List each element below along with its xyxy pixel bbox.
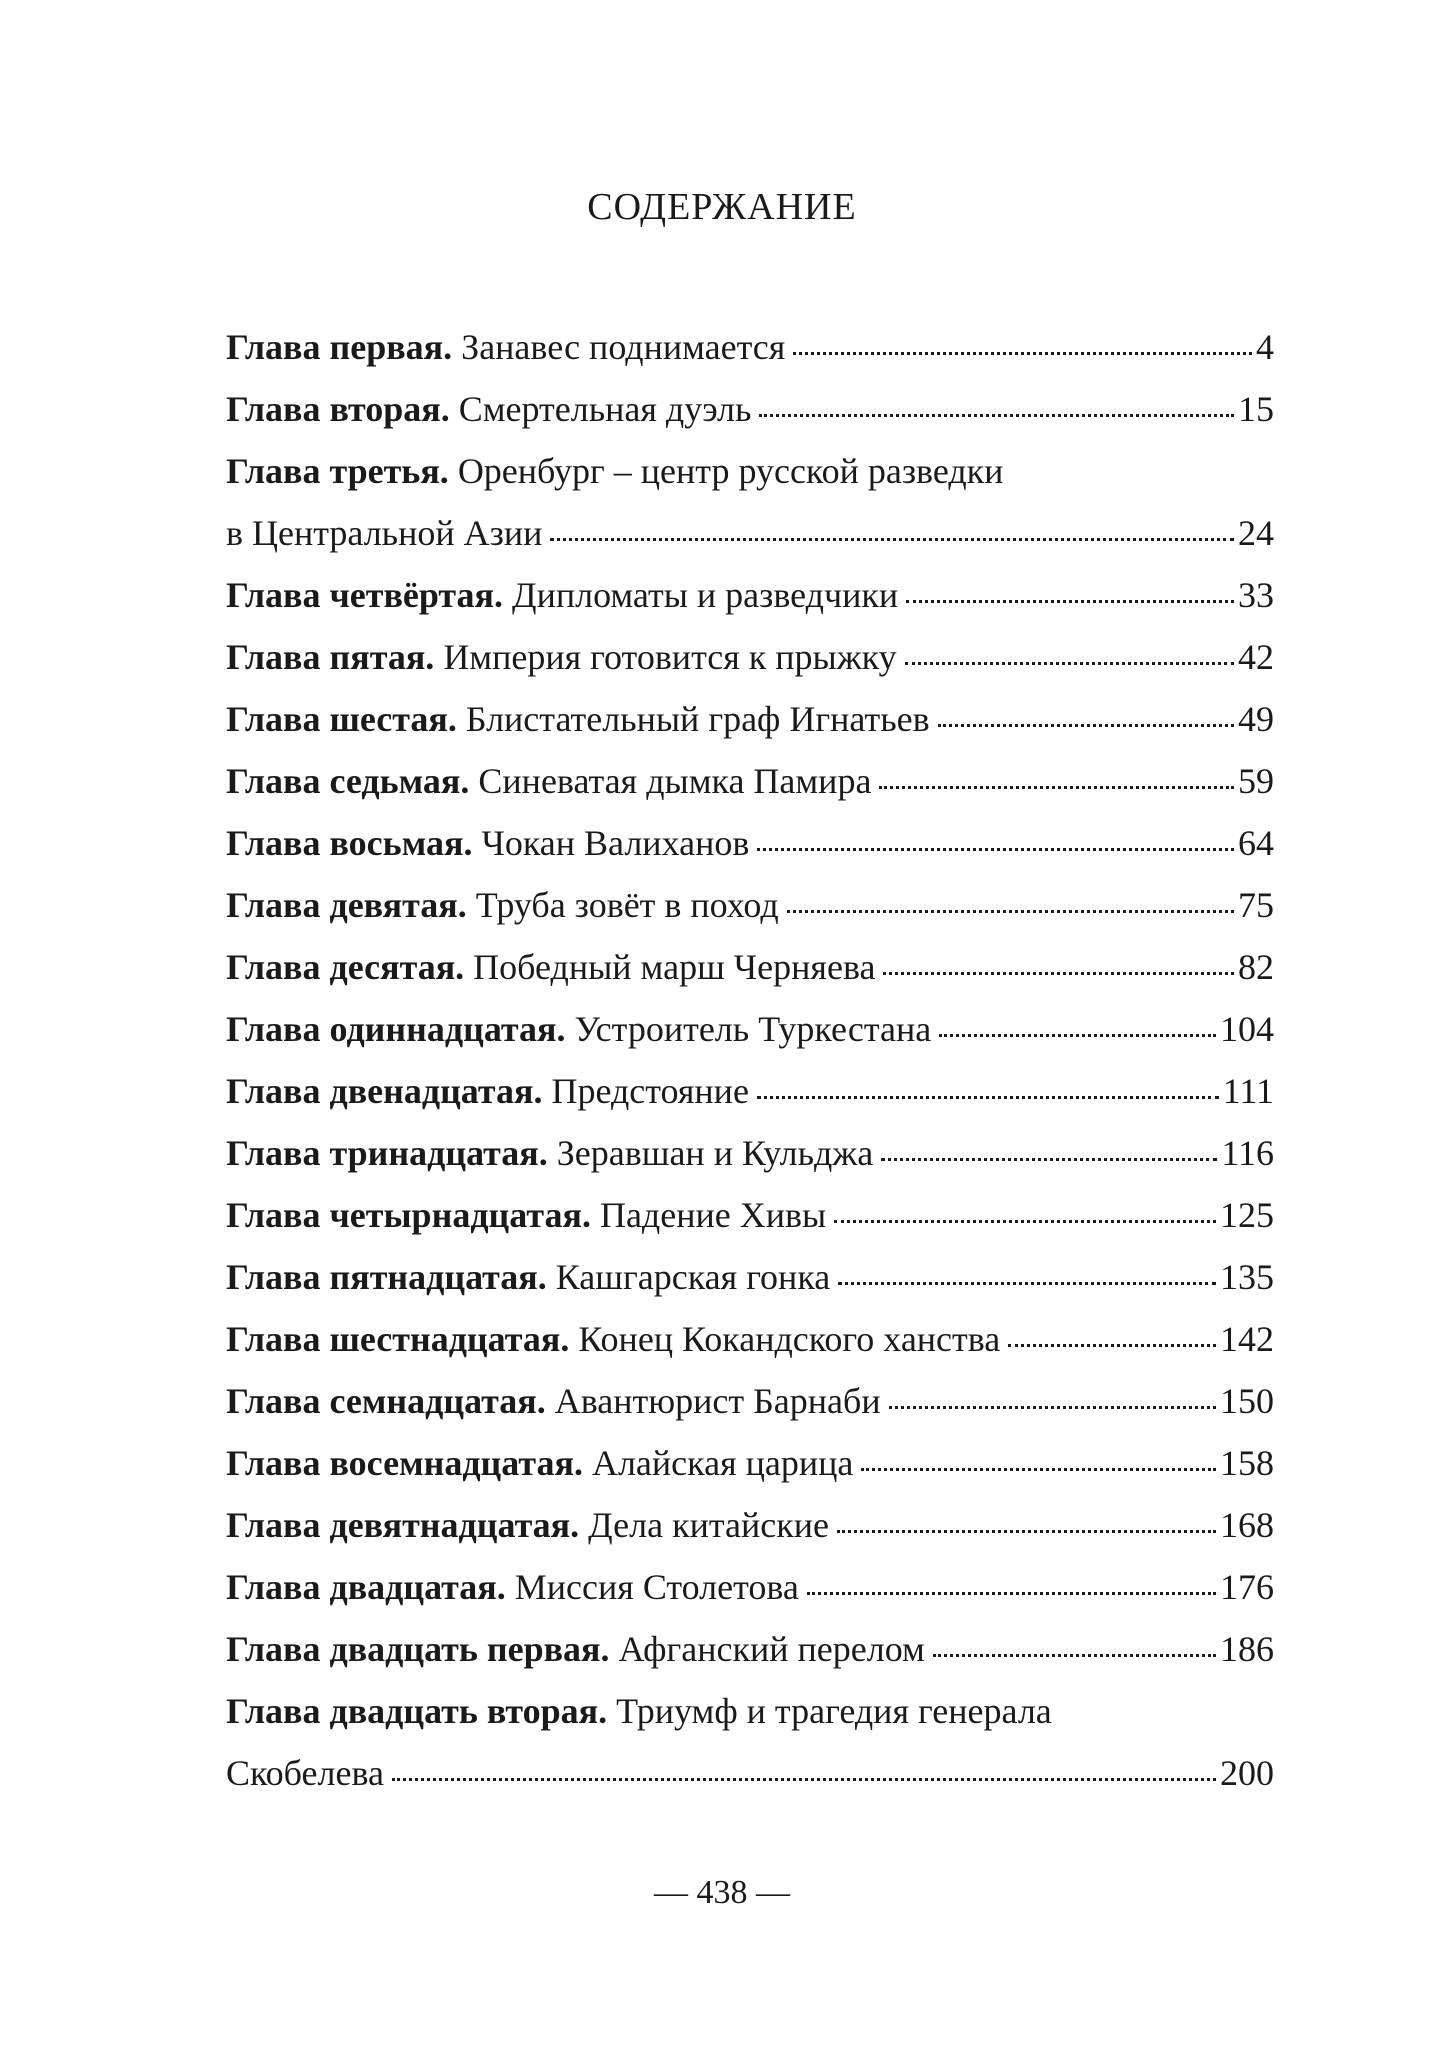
chapter-number: Глава двадцать вторая. — [226, 1691, 608, 1731]
dot-leader — [757, 848, 1234, 851]
dot-leader — [787, 910, 1234, 913]
dot-leader — [807, 1592, 1216, 1595]
toc-entry — [226, 1060, 1274, 1122]
toc-entry — [226, 564, 1274, 626]
dot-leader — [879, 786, 1234, 789]
chapter-number: Глава семнадцатая. — [226, 1381, 546, 1421]
toc-entry — [226, 688, 1274, 750]
toc-entry — [226, 1122, 1274, 1184]
page-reference: 111 — [1222, 1071, 1274, 1111]
chapter-title: Синеватая дымка Памира — [478, 761, 872, 801]
page-reference: 4 — [1256, 327, 1274, 367]
chapter-title: Зеравшан и Кульджа — [556, 1133, 874, 1173]
toc-entry — [226, 1680, 1274, 1742]
dot-leader — [759, 414, 1234, 417]
page-reference: 33 — [1238, 575, 1274, 615]
toc-entry — [226, 1618, 1274, 1680]
dot-leader — [837, 1530, 1216, 1533]
page-title: СОДЕРЖАНИЕ — [587, 186, 857, 228]
chapter-title: Дипломаты и разведчики — [512, 575, 899, 615]
dot-leader — [392, 1778, 1216, 1781]
toc-entry — [226, 1494, 1274, 1556]
toc-entry — [226, 998, 1274, 1060]
chapter-title: Кашгарская гонка — [555, 1257, 831, 1297]
chapter-number: Глава двадцать первая. — [226, 1629, 610, 1669]
chapter-number: Глава шестая. — [226, 699, 457, 739]
page-reference: 158 — [1220, 1443, 1274, 1483]
toc-entry — [226, 316, 1274, 378]
page-reference: 186 — [1220, 1629, 1274, 1669]
dot-leader — [834, 1220, 1216, 1223]
chapter-title: Чокан Валиханов — [481, 823, 750, 863]
dot-leader — [757, 1096, 1219, 1099]
chapter-title: Смертельная дуэль — [458, 389, 752, 429]
chapter-number: Глава восьмая. — [226, 823, 473, 863]
toc-entry — [226, 626, 1274, 688]
chapter-title: Триумф и трагедия генерала — [616, 1691, 1052, 1731]
chapter-number: Глава двадцатая. — [226, 1567, 506, 1607]
toc-entry-continuation — [226, 1742, 1274, 1804]
toc-entry — [226, 440, 1274, 502]
chapter-number: Глава двенадцатая. — [226, 1071, 543, 1111]
chapter-title: Миссия Столетова — [514, 1567, 799, 1607]
toc-entry — [226, 1184, 1274, 1246]
chapter-number: Глава первая. — [226, 327, 453, 367]
toc-entry — [226, 1308, 1274, 1370]
toc-entry — [226, 1370, 1274, 1432]
chapter-title: Алайская царица — [591, 1443, 854, 1483]
page-reference: 75 — [1238, 885, 1274, 925]
toc-entry — [226, 812, 1274, 874]
toc-entry — [226, 1432, 1274, 1494]
dot-leader — [550, 538, 1234, 541]
chapter-title-continuation: в Центральной Азии — [226, 513, 543, 553]
page-reference: 15 — [1238, 389, 1274, 429]
dot-leader — [905, 662, 1234, 665]
page-reference: 49 — [1238, 699, 1274, 739]
page-reference: 168 — [1220, 1505, 1274, 1545]
chapter-number: Глава пятнадцатая. — [226, 1257, 547, 1297]
page-reference: 64 — [1238, 823, 1274, 863]
page-reference: 104 — [1220, 1009, 1274, 1049]
table-of-contents — [226, 316, 1274, 1804]
chapter-title: Афганский перелом — [618, 1629, 925, 1669]
chapter-title: Предстояние — [551, 1071, 749, 1111]
toc-entry — [226, 874, 1274, 936]
dot-leader — [938, 724, 1234, 727]
page-number: — 438 — — [654, 1874, 790, 1911]
dot-leader — [793, 352, 1252, 355]
chapter-title: Блистательный граф Игнатьев — [465, 699, 930, 739]
toc-entry — [226, 750, 1274, 812]
chapter-title: Конец Кокандского ханства — [578, 1319, 1001, 1359]
page-reference: 116 — [1221, 1133, 1274, 1173]
chapter-number: Глава пятая. — [226, 637, 435, 677]
dot-leader — [881, 1158, 1217, 1161]
page-reference: 176 — [1220, 1567, 1274, 1607]
page-reference: 59 — [1238, 761, 1274, 801]
page-reference: 125 — [1220, 1195, 1274, 1235]
page-reference: 82 — [1238, 947, 1274, 987]
dot-leader — [1008, 1344, 1216, 1347]
chapter-title-continuation: Скобелева — [226, 1753, 384, 1793]
chapter-title: Падение Хивы — [599, 1195, 827, 1235]
page-reference: 135 — [1220, 1257, 1274, 1297]
chapter-number: Глава седьмая. — [226, 761, 470, 801]
chapter-number: Глава одиннадцатая. — [226, 1009, 566, 1049]
chapter-title: Оренбург – центр русской разведки — [457, 451, 1004, 491]
chapter-number: Глава десятая. — [226, 947, 465, 987]
dot-leader — [939, 1034, 1216, 1037]
page-reference: 142 — [1220, 1319, 1274, 1359]
chapter-number: Глава четвёртая. — [226, 575, 504, 615]
chapter-number: Глава тринадцатая. — [226, 1133, 548, 1173]
dot-leader — [906, 600, 1234, 603]
chapter-number: Глава девятая. — [226, 885, 467, 925]
toc-entry — [226, 936, 1274, 998]
toc-entry-continuation — [226, 502, 1274, 564]
dot-leader — [861, 1468, 1216, 1471]
page-reference: 42 — [1238, 637, 1274, 677]
chapter-number: Глава девятнадцатая. — [226, 1505, 580, 1545]
chapter-number: Глава вторая. — [226, 389, 450, 429]
chapter-title: Устроитель Туркестана — [574, 1009, 932, 1049]
dot-leader — [933, 1654, 1216, 1657]
chapter-number: Глава четырнадцатая. — [226, 1195, 591, 1235]
dot-leader — [889, 1406, 1216, 1409]
chapter-title: Занавес поднимается — [461, 327, 786, 367]
chapter-title: Труба зовёт в поход — [475, 885, 779, 925]
chapter-number: Глава третья. — [226, 451, 449, 491]
page-reference: 24 — [1238, 513, 1274, 553]
chapter-number: Глава шестнадцатая. — [226, 1319, 570, 1359]
chapter-number: Глава восемнадцатая. — [226, 1443, 583, 1483]
dot-leader — [838, 1282, 1216, 1285]
page-reference: 200 — [1220, 1753, 1274, 1793]
page-reference: 150 — [1220, 1381, 1274, 1421]
toc-entry — [226, 378, 1274, 440]
chapter-title: Империя готовится к прыжку — [443, 637, 897, 677]
toc-entry — [226, 1556, 1274, 1618]
chapter-title: Авантюрист Барнаби — [554, 1381, 881, 1421]
toc-entry — [226, 1246, 1274, 1308]
chapter-title: Победный марш Черняева — [473, 947, 876, 987]
dot-leader — [883, 972, 1234, 975]
chapter-title: Дела китайские — [588, 1505, 829, 1545]
